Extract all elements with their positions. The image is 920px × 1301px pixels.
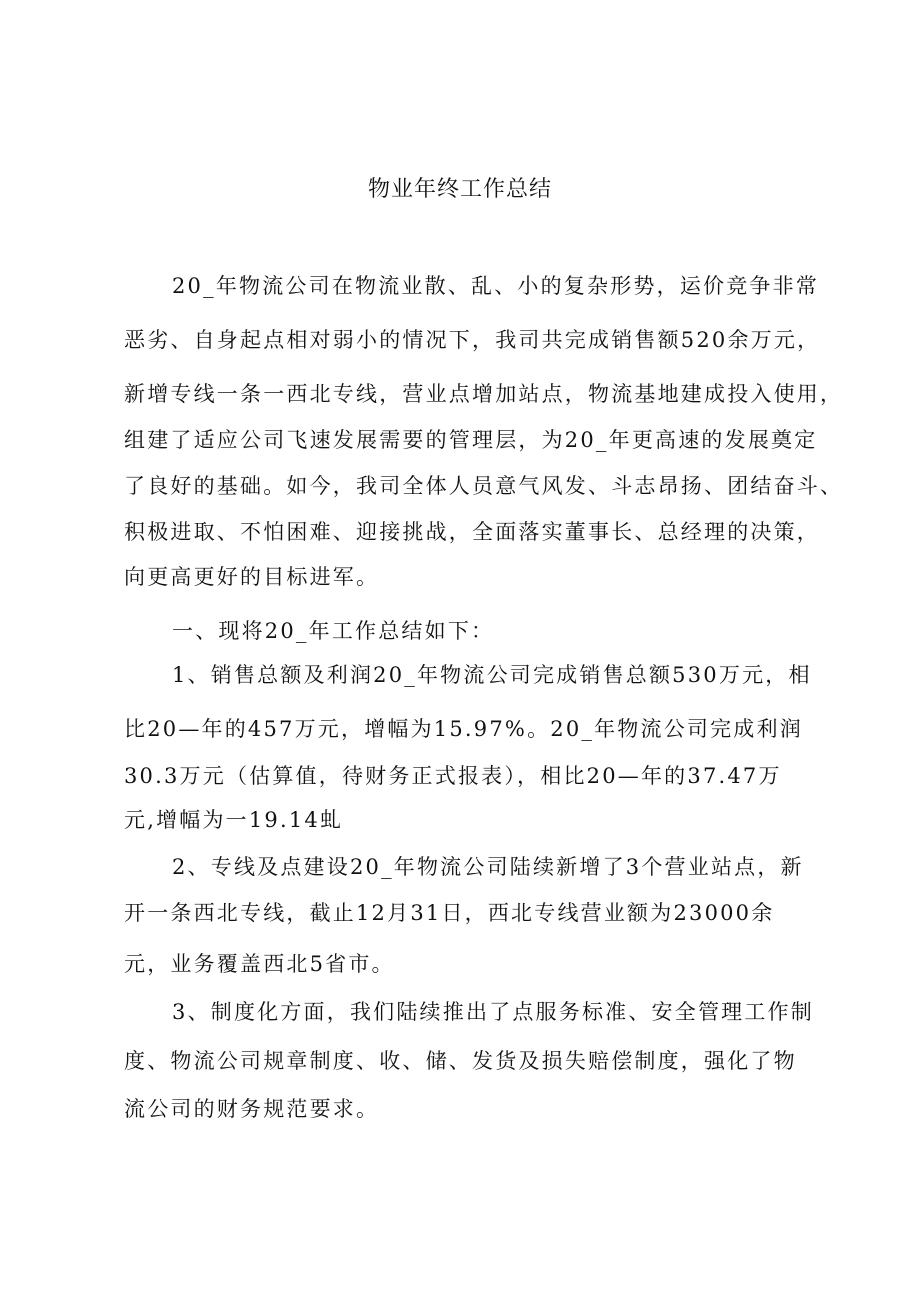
paragraph-line: 开一条西北专线，截止12月31日，西北专线营业额为23000余: [124, 901, 775, 925]
paragraph-line: 元,增幅为一19.14虬: [124, 808, 344, 832]
paragraph-line: 组建了适应公司飞速发展需要的管理层，为20_年更高速的发展奠定: [124, 428, 818, 452]
paragraph-line: 30.3万元（估算值，待财务正式报表），相比20—年的37.47万: [124, 764, 782, 788]
paragraph-line: 了良好的基础。如今，我司全体人员意气风发、斗志昂扬、团结奋斗、: [124, 474, 844, 498]
paragraph-line: 流公司的财务规范要求。: [124, 1097, 380, 1121]
paragraph-line: 度、物流公司规章制度、收、储、发货及损失赔偿制度，强化了物: [124, 1049, 797, 1073]
paragraph-line: 积极进取、不怕困难、迎接挑战，全面落实董事长、总经理的决策，: [124, 520, 820, 544]
paragraph-line: 比20—年的457万元，增幅为15.97%。20_年物流公司完成利润: [124, 717, 803, 741]
paragraph-line: 恶劣、自身起点相对弱小的情况下，我司共完成销售额520余万元，: [124, 328, 821, 352]
paragraph-line: 3、制度化方面，我们陆续推出了点服务标准、安全管理工作制: [172, 1000, 814, 1024]
paragraph-line: 元，业务覆盖西北5省市。: [124, 952, 395, 976]
paragraph-line: 向更高更好的目标进军。: [124, 565, 380, 589]
paragraph-line: 2、专线及点建设20_年物流公司陆续新增了3个营业站点，新: [172, 855, 804, 879]
paragraph-line: 新增专线一条一西北专线，营业点增加站点，物流基地建成投入使用，: [124, 382, 844, 406]
paragraph-line: 20_年物流公司在物流业散、乱、小的复杂形势，运价竞争非常: [172, 274, 820, 298]
section-heading: 一、现将20_年工作总结如下：: [172, 619, 495, 643]
paragraph-line: 1、销售总额及利润20_年物流公司完成销售总额530万元，相: [172, 663, 812, 687]
document-title: 物业年终工作总结: [367, 177, 552, 202]
